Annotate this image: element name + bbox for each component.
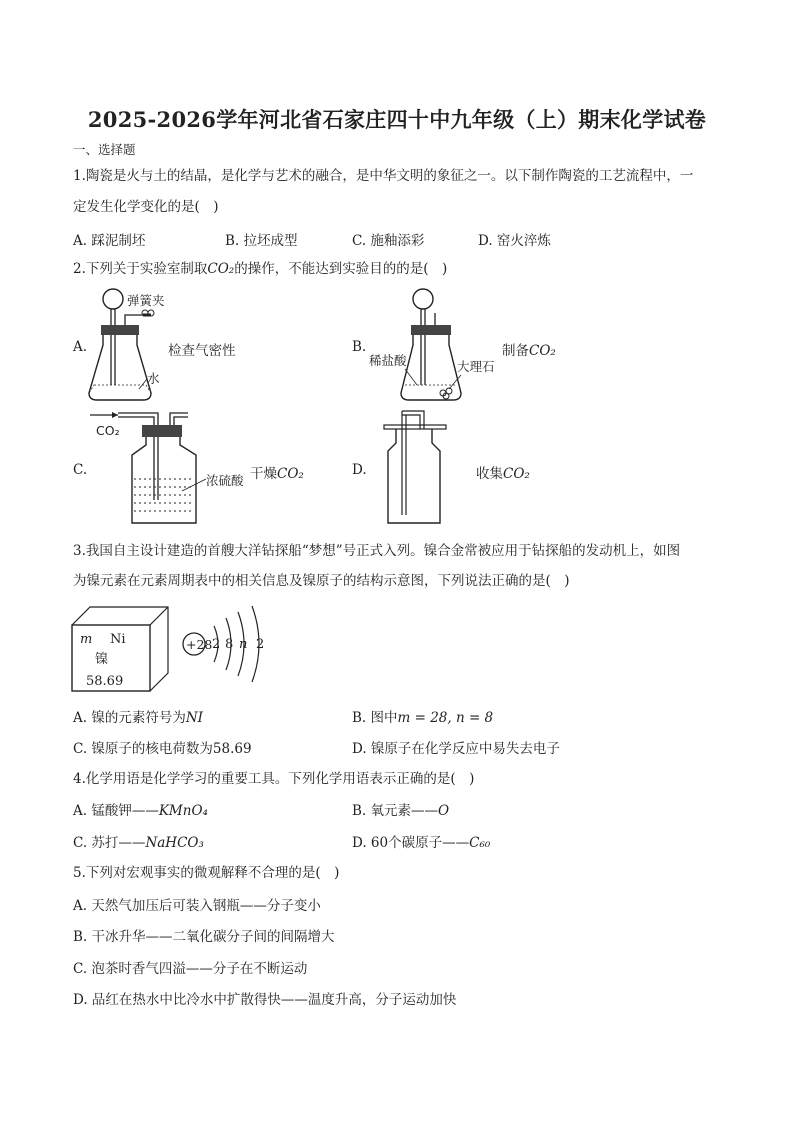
q2-stem-formula: CO₂: [207, 261, 235, 277]
q3-stem-line1: 3.我国自主设计建造的首艘大洋钻探船“梦想”号正式入列。镍合金常被应用于钻探船的发动机上，如图: [73, 543, 681, 559]
q5-option-c[interactable]: C. 泡茶时香气四溢——分子在不断运动: [73, 961, 308, 977]
q4-option-c-formula: NaHCO₃: [145, 835, 204, 851]
q2-stem-pre: 2.下列关于实验室制取: [73, 261, 208, 277]
element-number: m: [80, 632, 93, 647]
q5-option-d[interactable]: D. 品红在热水中比冷水中扩散得快——温度升高，分子运动加快: [73, 992, 457, 1008]
q2-b-marble-label: 大理石: [457, 359, 495, 374]
q5-option-b[interactable]: B. 干冰升华——二氧化碳分子间的间隔增大: [73, 929, 335, 945]
q1-option-c[interactable]: C. 施釉添彩: [352, 233, 425, 249]
q5-option-a[interactable]: A. 天然气加压后可装入钢瓶——分子变小: [73, 898, 321, 914]
q3-option-b-text: B. 图中: [352, 710, 398, 726]
q3-atom-diagram: [180, 600, 280, 690]
q2-d-caption-formula: CO₂: [503, 466, 530, 482]
q4-option-b[interactable]: [352, 799, 449, 819]
q3-option-a[interactable]: [73, 706, 203, 726]
q2-c-caption-formula: CO₂: [277, 466, 304, 482]
q4-option-d-formula: C₆₀: [469, 835, 491, 851]
q4-option-c-text: C. 苏打——: [73, 835, 146, 851]
element-name: 镍: [95, 652, 109, 667]
atom-nucleus: +28: [186, 637, 213, 652]
q1-option-d[interactable]: D. 窑火淬炼: [478, 233, 551, 249]
q2-c-caption: [250, 462, 304, 482]
q2-c-acid-label: 浓硫酸: [206, 473, 244, 488]
q2-a-clip-label: 弹簧夹: [127, 293, 165, 308]
q3-option-b[interactable]: [352, 706, 493, 726]
atom-shell-2: 8: [225, 637, 234, 652]
q3-option-a-text: A. 镍的元素符号为: [73, 710, 186, 726]
q2-b-caption: [502, 339, 556, 359]
q3-option-a-formula: NI: [185, 710, 203, 726]
q3-element-cell: [70, 605, 170, 695]
q2-d-caption: [476, 462, 530, 482]
q4-option-b-formula: O: [438, 803, 450, 819]
atom-shell-3: n: [239, 637, 248, 652]
q2-option-d-letter[interactable]: D.: [352, 462, 367, 478]
q4-option-a-formula: KMnO₄: [158, 803, 208, 819]
q3-stem-line2: 为镍元素在元素周期表中的相关信息及镍原子的结构示意图，下列说法正确的是( ): [73, 573, 570, 589]
q1-stem-line2: 定发生化学变化的是( ): [73, 199, 219, 215]
q2-option-a-letter[interactable]: A.: [73, 339, 88, 355]
atom-shell-4: 2: [256, 637, 265, 652]
q1-option-b[interactable]: B. 拉坯成型: [225, 233, 298, 249]
q2-option-c-letter[interactable]: C.: [73, 462, 88, 478]
q2-figure-d: [382, 405, 462, 530]
q5-stem: 5.下列对宏观事实的微观解释不合理的是( ): [73, 865, 340, 881]
q2-b-caption-formula: CO₂: [529, 343, 556, 359]
q4-stem: 4.化学用语是化学学习的重要工具。下列化学用语表示正确的是( ): [73, 771, 475, 787]
q2-d-caption-pre: 收集: [476, 466, 503, 482]
q2-c-gas-label: CO₂: [96, 423, 120, 438]
q4-option-a-text: A. 锰酸钾——: [73, 803, 159, 819]
q2-a-caption: 检查气密性: [168, 343, 236, 359]
q1-option-a[interactable]: A. 踩泥制坯: [73, 233, 146, 249]
element-symbol: Ni: [110, 632, 126, 647]
q4-option-b-text: B. 氧元素——: [352, 803, 439, 819]
q1-stem-line1: 1.陶瓷是火与土的结晶，是化学与艺术的融合，是中华文明的象征之一。以下制作陶瓷的工艺流程中，一: [73, 168, 694, 184]
element-mass: 58.69: [86, 674, 124, 689]
q4-option-d-text: D. 60个碳原子——: [352, 835, 470, 851]
q2-b-acid-label: 稀盐酸: [369, 353, 407, 368]
section-heading: 一、选择题: [73, 142, 136, 157]
q2-stem: [73, 258, 447, 280]
q3-option-b-formula: m = 28, n = 8: [397, 710, 494, 726]
q2-a-water-label: 水: [147, 371, 160, 386]
q3-option-d[interactable]: D. 镍原子在化学反应中易失去电子: [352, 741, 560, 757]
q2-option-b-letter[interactable]: B.: [352, 339, 367, 355]
page-title: 2025-2026学年河北省石家庄四十中九年级（上）期末化学试卷: [87, 107, 707, 132]
q2-c-caption-pre: 干燥: [250, 466, 277, 482]
atom-shell-1: 2: [212, 637, 221, 652]
q4-option-c[interactable]: [73, 831, 204, 851]
q2-b-caption-pre: 制备: [502, 343, 529, 359]
q4-option-d[interactable]: [352, 831, 490, 851]
q2-stem-post: 的操作，不能达到实验目的的是( ): [234, 261, 448, 277]
q4-option-a[interactable]: [73, 799, 208, 819]
q3-option-c[interactable]: C. 镍原子的核电荷数为58.69: [73, 741, 252, 757]
q2-figure-b: [365, 285, 515, 410]
